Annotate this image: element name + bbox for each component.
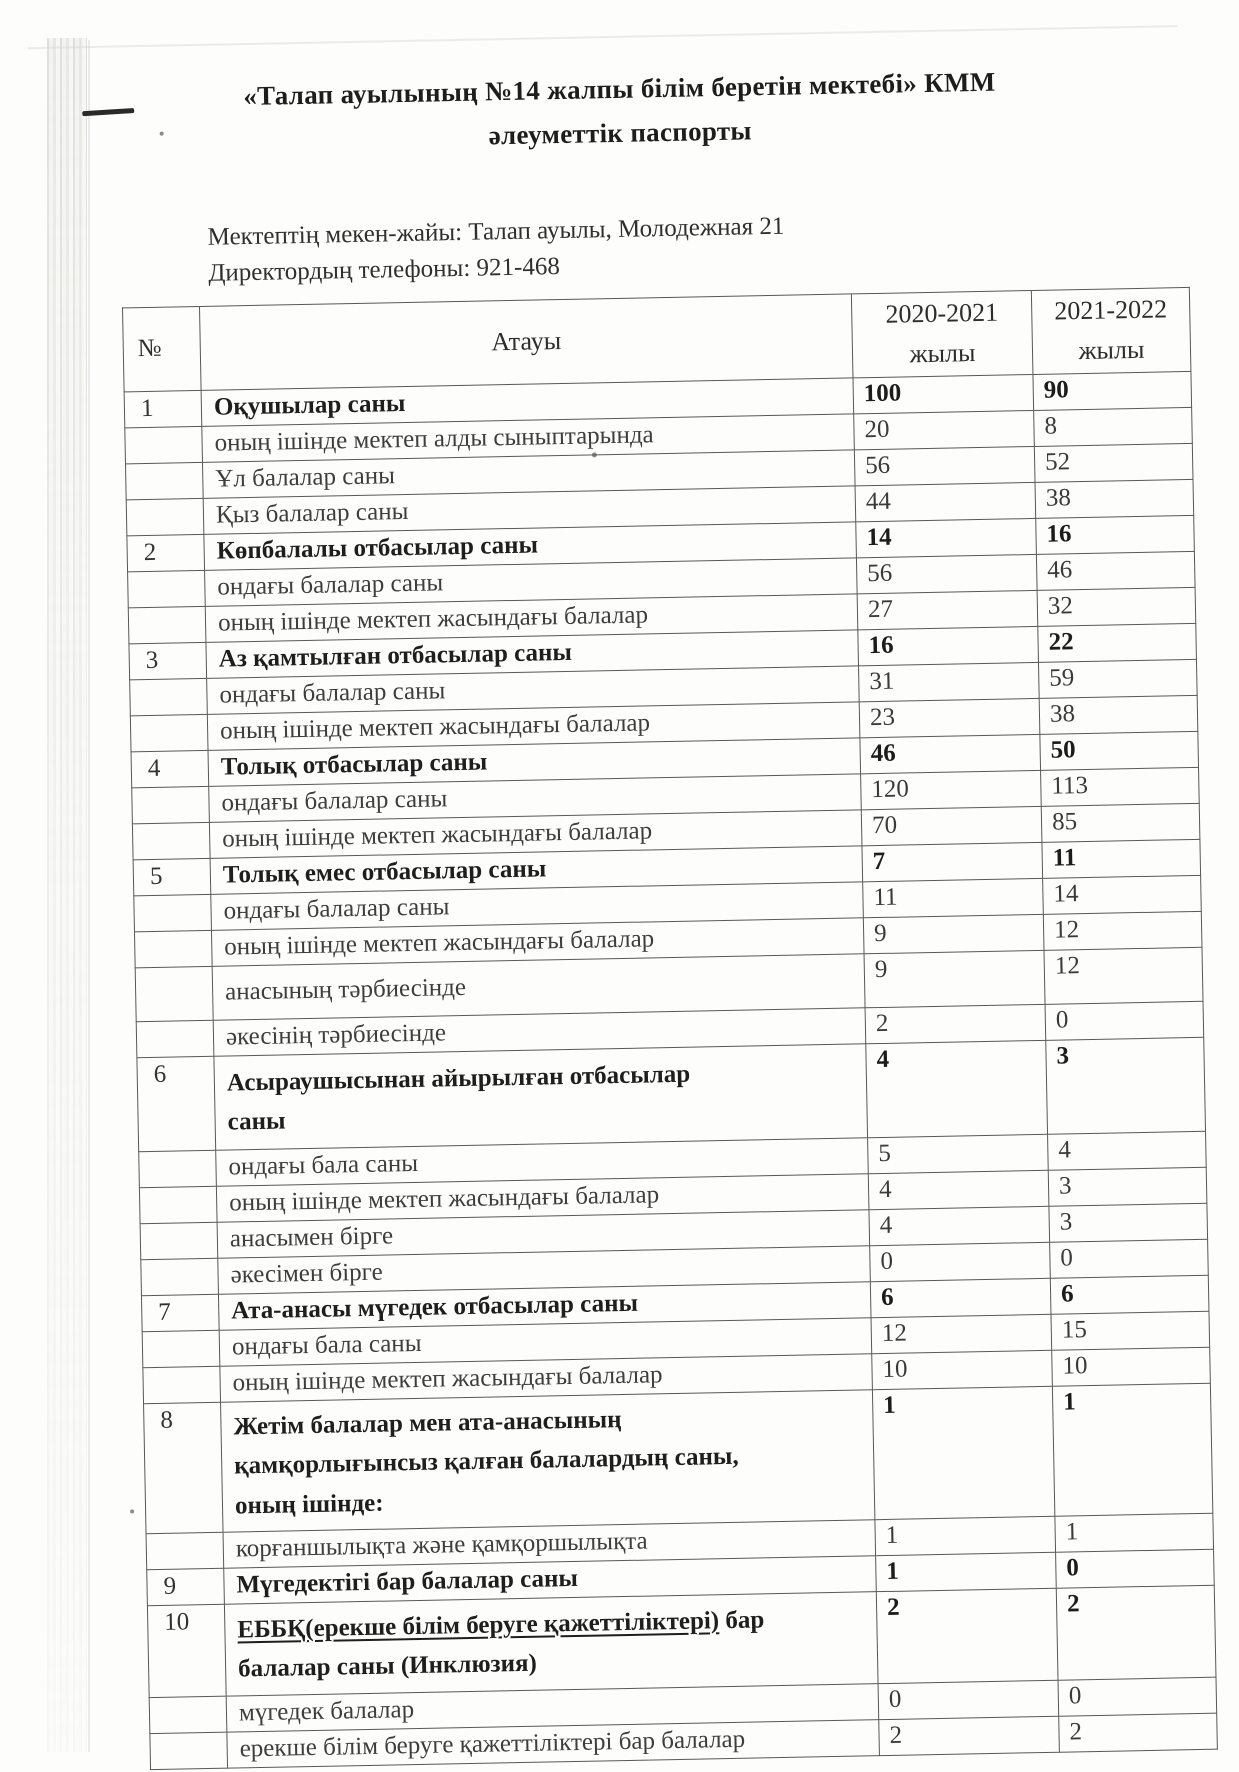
value-2020-2021: 7 bbox=[862, 842, 1043, 881]
row-number-cell bbox=[136, 1020, 214, 1057]
row-number-cell bbox=[150, 1732, 228, 1769]
row-number-cell: 5 bbox=[133, 858, 211, 895]
value-2020-2021: 9 bbox=[864, 950, 1045, 1007]
row-label: оның ішінде мектеп жасындағы балалар bbox=[219, 709, 651, 745]
row-number-cell: 6 bbox=[137, 1056, 216, 1151]
value-2020-2021: 4 bbox=[869, 1206, 1050, 1245]
row-label: Жетім балалар мен ата-анасының қамқорлығынсыз қалған балалардың саны, оның ішінде: bbox=[233, 1405, 739, 1520]
value-2020-2021: 27 bbox=[857, 590, 1038, 629]
row-label: әкесімен бірге bbox=[230, 1258, 383, 1289]
row-label: Ата-анасы мүгедек отбасылар саны bbox=[231, 1289, 639, 1325]
row-label: оның ішінде мектеп жасындағы балалар bbox=[221, 817, 653, 853]
value-2020-2021: 2 bbox=[876, 1588, 1058, 1683]
value-2020-2021: 16 bbox=[858, 626, 1039, 665]
row-number-cell: 4 bbox=[131, 750, 209, 787]
value-2020-2021: 70 bbox=[861, 806, 1042, 845]
value-2020-2021: 14 bbox=[856, 518, 1037, 557]
row-label: ондағы балалар саны bbox=[221, 785, 448, 817]
row-label: оның ішінде мектеп алды сыныптарында bbox=[214, 421, 654, 457]
value-2020-2021: 4 bbox=[866, 1040, 1048, 1137]
value-2020-2021: 5 bbox=[868, 1134, 1049, 1173]
value-2020-2021: 100 bbox=[853, 374, 1034, 413]
row-number-cell bbox=[149, 1696, 227, 1733]
value-2021-2022: 85 bbox=[1041, 803, 1200, 842]
row-label: Көпбалалы отбасылар саны bbox=[216, 531, 539, 565]
row-number-cell: 10 bbox=[147, 1604, 226, 1697]
row-number-cell bbox=[125, 462, 203, 499]
value-2021-2022: 10 bbox=[1052, 1347, 1211, 1386]
value-2020-2021: 6 bbox=[870, 1278, 1051, 1317]
value-2021-2022: 113 bbox=[1041, 767, 1200, 806]
value-2020-2021: 23 bbox=[859, 698, 1040, 737]
row-number-cell: 9 bbox=[147, 1568, 225, 1605]
row-number-cell: 2 bbox=[127, 534, 205, 571]
document-title-line-2: әлеуметтік паспорты bbox=[488, 115, 753, 151]
header-number-cell: № bbox=[123, 306, 202, 391]
document-title bbox=[0, 0, 1225, 167]
header-year-2021-2022-cell bbox=[1031, 287, 1191, 374]
row-number-cell bbox=[143, 1366, 221, 1403]
scan-speck bbox=[130, 1509, 134, 1513]
value-2021-2022: 50 bbox=[1040, 731, 1199, 770]
value-2021-2022: 11 bbox=[1042, 839, 1201, 878]
row-label-underlined: ЕББҚ(ерекше білім беруге қажеттіліктері) bbox=[237, 1606, 720, 1644]
value-2021-2022: 2 bbox=[1056, 1585, 1216, 1680]
value-2021-2022: 52 bbox=[1034, 443, 1193, 482]
row-label: ондағы балалар саны bbox=[219, 677, 446, 709]
value-2020-2021: 44 bbox=[855, 482, 1036, 521]
value-2020-2021: 12 bbox=[871, 1314, 1052, 1353]
value-2021-2022: 38 bbox=[1035, 479, 1194, 518]
value-2021-2022: 14 bbox=[1043, 875, 1202, 914]
row-number-cell bbox=[146, 1532, 224, 1569]
row-number-cell bbox=[130, 714, 208, 751]
value-2021-2022: 32 bbox=[1037, 587, 1196, 626]
row-number-cell: 3 bbox=[129, 642, 207, 679]
header-year-range: 2021-2022 bbox=[1054, 294, 1168, 326]
value-2021-2022: 22 bbox=[1038, 623, 1197, 662]
value-2021-2022: 0 bbox=[1058, 1677, 1217, 1716]
value-2020-2021: 11 bbox=[863, 878, 1044, 917]
value-2020-2021: 9 bbox=[863, 914, 1044, 953]
value-2021-2022: 8 bbox=[1034, 407, 1193, 446]
row-number-cell bbox=[135, 966, 213, 1021]
row-label-cell bbox=[221, 1389, 875, 1531]
value-2021-2022: 12 bbox=[1043, 911, 1202, 950]
value-2020-2021: 1 bbox=[876, 1552, 1057, 1591]
value-2021-2022: 2 bbox=[1059, 1713, 1218, 1752]
table-row bbox=[144, 1383, 1213, 1533]
value-2020-2021: 10 bbox=[872, 1350, 1053, 1389]
row-label: мүгедек балалар bbox=[238, 1696, 415, 1727]
school-address-line: Мектептің мекен-жайы: Талап ауылы, Молодежная 21 bbox=[207, 212, 785, 251]
value-2021-2022: 38 bbox=[1039, 695, 1198, 734]
row-label: ондағы бала саны bbox=[231, 1329, 422, 1361]
scan-speck bbox=[160, 132, 164, 136]
value-2020-2021: 1 bbox=[875, 1516, 1056, 1555]
contact-block bbox=[207, 209, 785, 291]
row-number-cell bbox=[126, 498, 204, 535]
value-2021-2022: 46 bbox=[1036, 551, 1195, 590]
row-label: Асыраушысынан айырылған отбасылар саны bbox=[226, 1060, 691, 1136]
value-2020-2021: 2 bbox=[879, 1716, 1060, 1755]
row-label: Толық отбасылар саны bbox=[220, 748, 488, 781]
value-2020-2021: 46 bbox=[860, 734, 1041, 773]
row-label: корғаншылықта және қамқоршылықта bbox=[235, 1527, 648, 1563]
row-label: оның ішінде мектеп жасындағы балалар bbox=[217, 601, 649, 637]
value-2021-2022: 3 bbox=[1048, 1167, 1207, 1206]
value-2021-2022: 0 bbox=[1050, 1239, 1209, 1278]
value-2020-2021: 1 bbox=[872, 1386, 1054, 1519]
value-2021-2022: 1 bbox=[1052, 1383, 1212, 1516]
row-label: оның ішінде мектеп жасындағы балалар bbox=[228, 1181, 660, 1217]
value-2021-2022: 3 bbox=[1049, 1203, 1208, 1242]
row-number-cell bbox=[140, 1222, 218, 1259]
row-label: анасының тәрбиесінде bbox=[224, 974, 467, 1006]
row-label: бар балалар саны (Инклюзия) bbox=[237, 1605, 765, 1683]
row-number-cell bbox=[125, 426, 203, 463]
value-2020-2021: 0 bbox=[870, 1242, 1051, 1281]
row-number-cell bbox=[142, 1330, 220, 1367]
value-2020-2021: 56 bbox=[854, 446, 1035, 485]
value-2021-2022: 6 bbox=[1050, 1275, 1209, 1314]
row-number-cell bbox=[134, 930, 212, 967]
passport-table-body bbox=[124, 371, 1217, 1769]
row-label: Толық емес отбасылар саны bbox=[222, 855, 547, 889]
document-title-line-1: «Талап ауылының №14 жалпы білім беретін мектебі» КММ bbox=[242, 66, 996, 112]
row-label: Қыз балалар саны bbox=[215, 498, 409, 529]
value-2020-2021: 0 bbox=[878, 1680, 1059, 1719]
value-2020-2021: 56 bbox=[856, 554, 1037, 593]
row-number-cell bbox=[141, 1258, 219, 1295]
row-number-cell bbox=[132, 786, 210, 823]
row-number-cell: 7 bbox=[141, 1294, 219, 1331]
row-label: Аз қамтылған отбасылар саны bbox=[218, 638, 573, 673]
value-2021-2022: 0 bbox=[1045, 1001, 1204, 1040]
row-number-cell: 8 bbox=[144, 1402, 223, 1533]
header-year-range: 2020-2021 bbox=[885, 297, 999, 329]
row-label: оның ішінде мектеп жасындағы балалар bbox=[232, 1361, 663, 1397]
director-phone-line: Директордың телефоны: 921-468 bbox=[208, 252, 561, 287]
value-2021-2022: 90 bbox=[1033, 371, 1192, 410]
row-number-cell bbox=[139, 1186, 217, 1223]
header-year-2020-2021-cell bbox=[851, 290, 1033, 377]
header-name-cell: Атауы bbox=[199, 294, 852, 390]
row-number-cell bbox=[128, 570, 206, 607]
row-number-cell bbox=[130, 678, 208, 715]
row-number-cell: 1 bbox=[124, 390, 202, 427]
value-2020-2021: 20 bbox=[854, 410, 1035, 449]
row-label-cell bbox=[214, 1043, 868, 1149]
row-label: ондағы балалар саны bbox=[217, 569, 444, 601]
row-number-cell bbox=[134, 894, 212, 931]
passport-table bbox=[122, 287, 1218, 1770]
value-2021-2022: 0 bbox=[1056, 1549, 1215, 1588]
row-number-cell bbox=[128, 606, 206, 643]
value-2020-2021: 4 bbox=[868, 1170, 1049, 1209]
header-year-word: жылы bbox=[909, 338, 976, 369]
value-2020-2021: 31 bbox=[859, 662, 1040, 701]
value-2021-2022: 1 bbox=[1055, 1513, 1214, 1552]
value-2021-2022: 59 bbox=[1038, 659, 1197, 698]
row-label: Ұл балалар саны bbox=[215, 462, 396, 493]
row-label: оның ішінде мектеп жасындағы балалар bbox=[224, 925, 655, 961]
row-label-cell bbox=[224, 1591, 878, 1695]
row-label: Мүгедектігі бар балалар саны bbox=[236, 1565, 579, 1599]
value-2020-2021: 2 bbox=[865, 1004, 1046, 1043]
value-2021-2022: 4 bbox=[1048, 1131, 1207, 1170]
row-label: Оқушылар саны bbox=[213, 390, 406, 421]
value-2021-2022: 16 bbox=[1036, 515, 1195, 554]
row-label: әкесінің тәрбиесінде bbox=[225, 1019, 447, 1051]
value-2021-2022: 12 bbox=[1044, 947, 1203, 1004]
row-number-cell bbox=[132, 822, 210, 859]
value-2021-2022: 3 bbox=[1046, 1037, 1206, 1134]
header-year-word: жылы bbox=[1078, 335, 1145, 366]
value-2021-2022: 15 bbox=[1051, 1311, 1210, 1350]
row-label: ондағы балалар саны bbox=[223, 893, 450, 925]
row-label: ондағы бала саны bbox=[228, 1150, 419, 1181]
row-label: ерекше білім беруге қажеттіліктері бар балалар bbox=[239, 1725, 746, 1763]
value-2020-2021: 120 bbox=[861, 770, 1042, 809]
row-label: анасымен бірге bbox=[229, 1222, 394, 1253]
row-number-cell bbox=[139, 1150, 217, 1187]
